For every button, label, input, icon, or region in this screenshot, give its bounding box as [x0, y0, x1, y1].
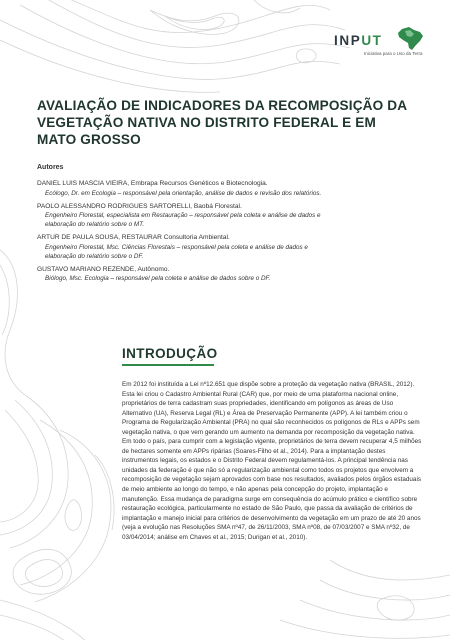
input-logo: [334, 26, 430, 66]
author-entry: [37, 233, 337, 261]
introduction-paragraph: Em 2012 foi instituída a Lei nº12.651 que dispõe sobre a proteção da vegetação nativa (BRASIL, 2012). Esta lei criou o Cadastro Ambiental Rural (CAR) que, por meio de uma plataforma nacional online, proprietários de terra cadastram suas propriedades, identificando em polígonos as áreas de Uso Alternativo (UA), Reserva Legal (RL) e Área de Preservação Permanente (APP). A lei também criou o Programa de Regularização Ambiental (PRA) no qual são reconhecidos os polígonos de RLs e APPs sem vegetação nativa, o que vem gerando um aumento na demanda por recomposição da vegetação nativa. Em todo o país, para cumprir com a legislação vigente, proprietários de terra devem recuperar 4,5 milhões de hectares somente em APPs ripárias (Soares-Filho et al., 2014). Para a implantação destes instrumentos legais, os estados e o Distrito Federal devem regulamentá-los. A principal tendência nas unidades da federação é que não só a regularização ambiental como todos os projetos que envolvem a recomposição de vegetação sejam aprovados com base nos resultados, avaliados pelos órgãos estaduais de meio ambiente ao longo do tempo, e não apenas pela concepção do projeto, implantação e manutenção. Essa mudança de paradigma surge em consequência do acúmulo prático e científico sobre restauração ecológica, particularmente no estado de São Paulo, que passa da avaliação de critérios de implantação e manejo inicial para critérios de desenvolvimento da vegetação em um prazo de até 20 anos (veja a evolução nas Resoluções SMA nº47, de 26/11/2003, SMA nº08, de 07/03/2007 e SMA nº32, de 03/04/2014; análise em Chaves et al., 2015; Durigan et al., 2010).: [122, 381, 422, 541]
authors-heading: Autores: [37, 164, 64, 171]
brazil-map-icon: [396, 26, 424, 52]
authors-list: [37, 179, 337, 287]
author-role: Engenheiro Florestal, especialista em Restauração – responsável pela coleta e análise de dados e elaboração do relatório sobre o MT.: [45, 212, 321, 228]
author-role: Engenheiro Florestal, Msc. Ciências Florestais – responsável pela coleta e análise de dados e elaboração do relatório sobre o DF.: [45, 243, 308, 260]
logo-word-b: UT: [361, 33, 383, 48]
author-name: DANIEL LUIS MASCIA VIEIRA, Embrapa Recursos Genéticos e Biotecnologia.: [37, 180, 268, 187]
logo-word-a: INP: [334, 33, 362, 48]
introduction-heading: INTRODUÇÃO: [122, 346, 218, 361]
logo-wordmark: [334, 33, 383, 48]
author-entry: [37, 179, 337, 198]
author-role: Biólogo, Msc. Ecologia – responsável pela coleta e análise de dados sobre o DF.: [45, 275, 271, 282]
author-name: ARTUR DE PAULA SOUSA, RESTAURAR Consultoria Ambiental.: [37, 234, 230, 241]
author-name: PAOLO ALESSANDRO RODRIGUES SARTORELLI, Baobá Florestal.: [37, 202, 242, 210]
author-entry: [37, 265, 337, 284]
page-title: AVALIAÇÃO DE INDICADORES DA RECOMPOSIÇÃO DA VEGETAÇÃO NATIVA NO DISTRITO FEDERAL E EM MATO GROSSO: [37, 98, 407, 147]
author-name: GUSTAVO MARIANO REZENDE, Autônomo.: [37, 265, 170, 273]
author-role: Ecólogo, Dr. em Ecologia – responsável pela orientação, análise de dados e revisão dos relatórios.: [45, 189, 322, 197]
author-entry: [37, 202, 337, 230]
logo-subtitle: Iniciativa para o Uso da Terra: [364, 51, 423, 56]
heading-underline: [122, 364, 214, 366]
